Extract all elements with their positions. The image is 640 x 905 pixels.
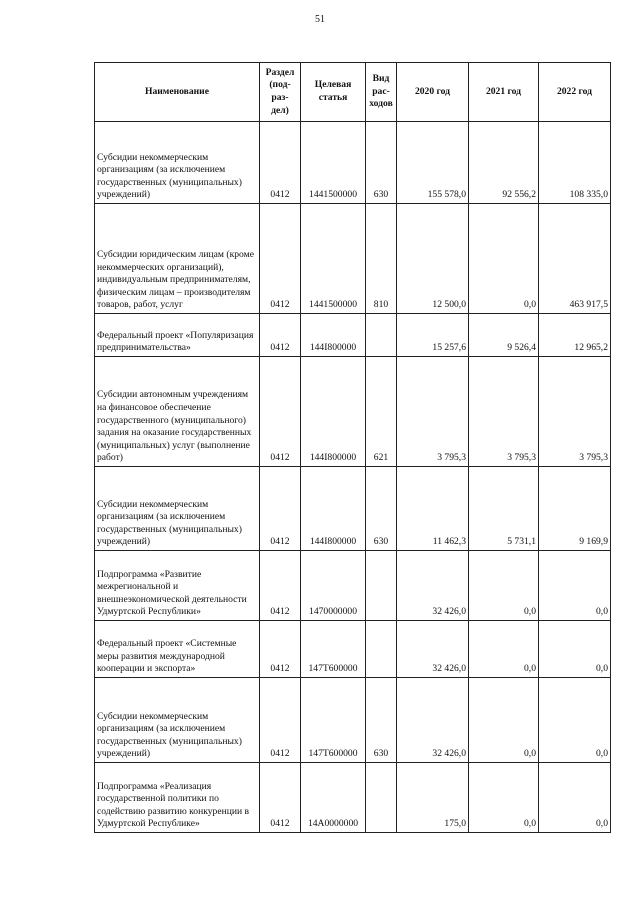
row-2020: 11 462,3	[397, 467, 469, 551]
row-2021: 3 795,3	[469, 357, 539, 467]
row-razdel: 0412	[260, 678, 301, 763]
row-vid: 810	[366, 204, 397, 314]
row-statya: 14A0000000	[301, 763, 366, 833]
row-2021: 5 731,1	[469, 467, 539, 551]
row-2020: 12 500,0	[397, 204, 469, 314]
row-name: Субсидии некоммерческим организациям (за исключением государственных (муниципальных) учреждений)	[95, 122, 260, 204]
header-vid: Вид рас- ходов	[366, 63, 397, 122]
row-statya: 1470000000	[301, 551, 366, 621]
row-2022: 0,0	[539, 551, 611, 621]
table-row	[95, 621, 611, 678]
header-2020: 2020 год	[397, 63, 469, 122]
row-vid: 630	[366, 122, 397, 204]
row-2022: 0,0	[539, 763, 611, 833]
row-name: Субсидии автономным учреждениям на финансовое обеспечение государственного (муниципального) задания на оказание государственных (муниципальных) услуг (выполнение работ)	[95, 357, 260, 467]
table-row	[95, 551, 611, 621]
table-row	[95, 314, 611, 357]
table-row	[95, 678, 611, 763]
row-2022: 3 795,3	[539, 357, 611, 467]
row-2020: 32 426,0	[397, 551, 469, 621]
row-vid: 630	[366, 678, 397, 763]
row-2021: 0,0	[469, 763, 539, 833]
header-name: Наименование	[95, 63, 260, 122]
row-razdel: 0412	[260, 122, 301, 204]
row-name: Подпрограмма «Реализация государственной политики по содействию развитию конкуренции в Удмуртской Республике»	[95, 763, 260, 833]
row-razdel: 0412	[260, 621, 301, 678]
row-vid: 630	[366, 467, 397, 551]
row-name: Субсидии некоммерческим организациям (за исключением государственных (муниципальных) учреждений)	[95, 678, 260, 763]
row-2021: 9 526,4	[469, 314, 539, 357]
row-2021: 0,0	[469, 204, 539, 314]
row-statya: 147T600000	[301, 621, 366, 678]
row-razdel: 0412	[260, 467, 301, 551]
table-row	[95, 357, 611, 467]
row-2020: 32 426,0	[397, 678, 469, 763]
row-2022: 0,0	[539, 621, 611, 678]
row-2020: 3 795,3	[397, 357, 469, 467]
row-razdel: 0412	[260, 314, 301, 357]
row-name: Федеральный проект «Системные меры развития международной кооперации и экспорта»	[95, 621, 260, 678]
header-statya: Целевая статья	[301, 63, 366, 122]
row-2020: 15 257,6	[397, 314, 469, 357]
budget-table	[94, 62, 611, 833]
row-statya: 144I800000	[301, 314, 366, 357]
row-vid	[366, 621, 397, 678]
row-vid: 621	[366, 357, 397, 467]
row-statya: 147T600000	[301, 678, 366, 763]
row-name: Федеральный проект «Популяризация предпринимательства»	[95, 314, 260, 357]
table-header-row	[95, 63, 611, 122]
row-2021: 0,0	[469, 551, 539, 621]
row-2020: 175,0	[397, 763, 469, 833]
row-statya: 1441500000	[301, 122, 366, 204]
page-number: 51	[315, 14, 325, 25]
row-2022: 108 335,0	[539, 122, 611, 204]
header-razdel: Раздел (под- раз- дел)	[260, 63, 301, 122]
row-razdel: 0412	[260, 204, 301, 314]
row-vid	[366, 763, 397, 833]
header-2021: 2021 год	[469, 63, 539, 122]
row-2021: 0,0	[469, 621, 539, 678]
row-razdel: 0412	[260, 763, 301, 833]
row-2021: 92 556,2	[469, 122, 539, 204]
row-2020: 32 426,0	[397, 621, 469, 678]
row-razdel: 0412	[260, 357, 301, 467]
row-2022: 9 169,9	[539, 467, 611, 551]
row-statya: 1441500000	[301, 204, 366, 314]
table-row	[95, 467, 611, 551]
row-vid	[366, 551, 397, 621]
row-2022: 463 917,5	[539, 204, 611, 314]
row-name: Субсидии юридическим лицам (кроме некоммерческих организаций), индивидуальным предпринимателям, физическим лицам – производителям товаров, работ, услуг	[95, 204, 260, 314]
row-name: Субсидии некоммерческим организациям (за исключением государственных (муниципальных) учреждений)	[95, 467, 260, 551]
row-2020: 155 578,0	[397, 122, 469, 204]
row-2022: 12 965,2	[539, 314, 611, 357]
row-name: Подпрограмма «Развитие межрегиональной и внешнеэкономической деятельности Удмуртской Республики»	[95, 551, 260, 621]
row-statya: 144I800000	[301, 467, 366, 551]
header-2022: 2022 год	[539, 63, 611, 122]
row-2022: 0,0	[539, 678, 611, 763]
table-row	[95, 763, 611, 833]
table-row	[95, 122, 611, 204]
table-row	[95, 204, 611, 314]
row-2021: 0,0	[469, 678, 539, 763]
row-vid	[366, 314, 397, 357]
row-razdel: 0412	[260, 551, 301, 621]
row-statya: 144I800000	[301, 357, 366, 467]
